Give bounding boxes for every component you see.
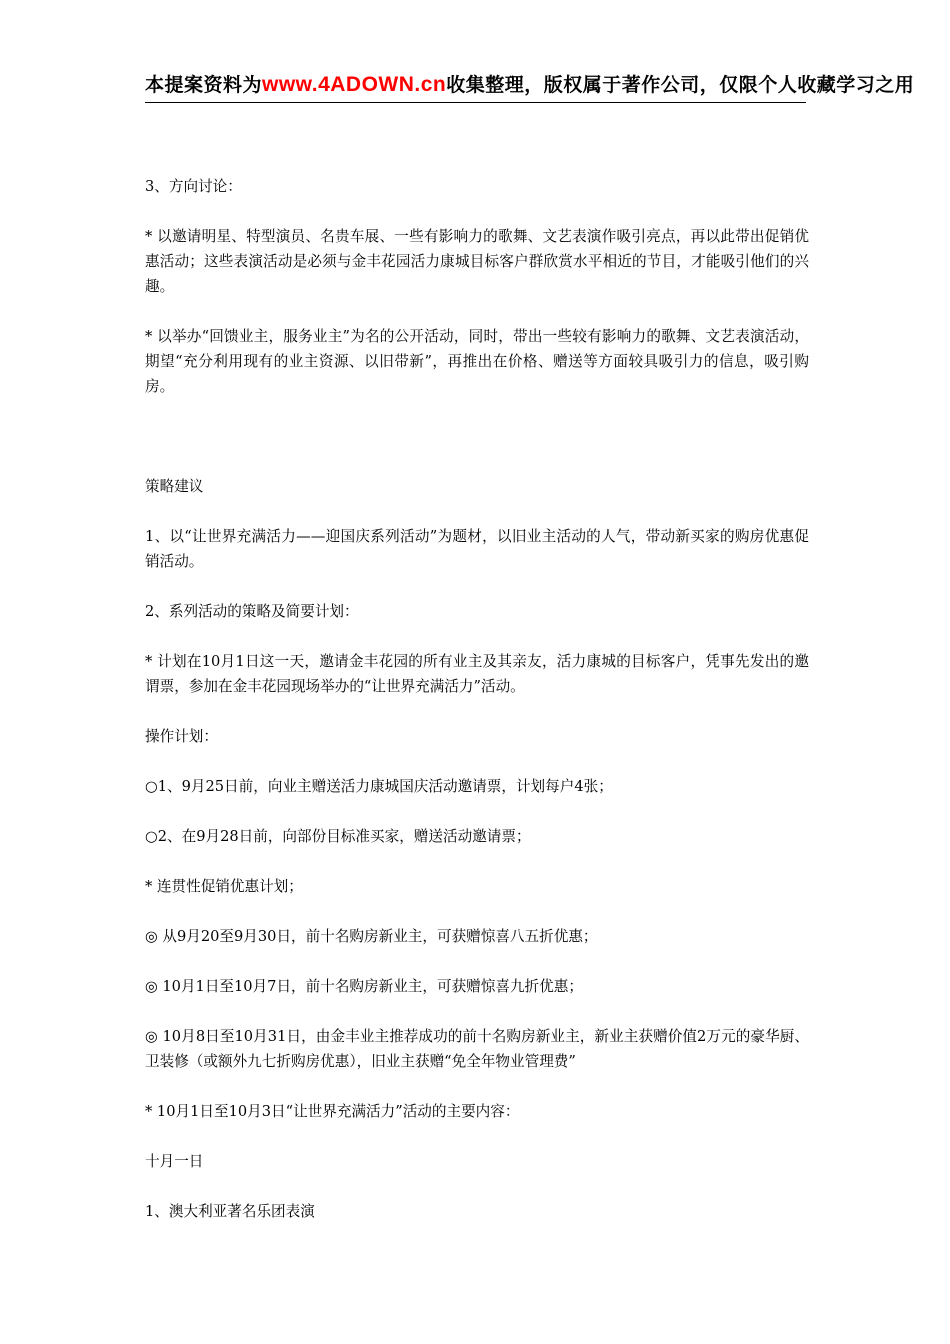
- paragraph-spacer: [145, 1074, 809, 1099]
- paragraph-spacer: [145, 1174, 809, 1199]
- operation-item-2: ○2、在9月28日前，向部份目标准买家，赠送活动邀请票；: [145, 828, 531, 845]
- promotion-item-2: ◎ 10月1日至10月7日，前十名购房新业主，可获赠惊喜九折优惠；: [145, 978, 583, 995]
- document-body: [145, 174, 809, 1224]
- header-divider: [145, 102, 806, 103]
- paragraph-spacer: [145, 574, 809, 599]
- paragraph-direction-2: * 以举办“回馈业主，服务业主”为名的公开活动，同时，带出一些较有影响力的歌舞、文艺表演活动，期望“充分利用现有的业主资源、以旧带新”，再推出在价格、赠送等方面较具吸引力的信息，吸引购房。: [145, 328, 809, 395]
- document-header: [145, 70, 950, 104]
- paragraph-direction-1: * 以邀请明星、特型演员、名贵车展、一些有影响力的歌舞、文艺表演作吸引亮点，再以此带出促销优惠活动；这些表演活动是必须与金丰花园活力康城目标客户群欣赏水平相近的节目，才能吸引他们的兴趣。: [145, 228, 809, 295]
- paragraph-spacer: [145, 699, 809, 724]
- paragraph-spacer: [145, 499, 809, 524]
- paragraph-spacer: [145, 749, 809, 774]
- section-heading-direction: 3、方向讨论：: [145, 178, 242, 195]
- header-prefix: 本提案资料为: [145, 74, 263, 96]
- paragraph-spacer: [145, 999, 809, 1024]
- promotion-item-3: ◎ 10月8日至10月31日，由金丰业主推荐成功的前十名购房新业主，新业主获赠价值2万元的豪华厨、卫装修（或额外九七折购房优惠），旧业主获赠“免全年物业管理费”: [145, 1028, 809, 1070]
- section-heading-strategy: 策略建议: [145, 478, 204, 495]
- promotion-item-1: ◎ 从9月20至9月30日，前十名购房新业主，可获赠惊喜八五折优惠；: [145, 928, 598, 945]
- operation-item-1: ○1、9月25日前，向业主赠送活力康城国庆活动邀请票，计划每户4张；: [145, 778, 613, 795]
- promotion-heading: * 连贯性促销优惠计划；: [145, 878, 303, 895]
- activity-content-heading: * 10月1日至10月3日“让世界充满活力”活动的主要内容：: [145, 1103, 520, 1120]
- paragraph-strategy-2: 2、系列活动的策略及简要计划：: [145, 603, 359, 620]
- program-item-1: 1、澳大利亚著名乐团表演: [145, 1203, 315, 1220]
- paragraph-spacer: [145, 899, 809, 924]
- paragraph-spacer: [145, 949, 809, 974]
- operation-heading: 操作计划：: [145, 728, 218, 745]
- paragraph-spacer: [145, 199, 809, 224]
- paragraph-spacer: [145, 799, 809, 824]
- section-spacer: [145, 399, 809, 474]
- header-suffix: 收集整理，版权属于著作公司，仅限个人收藏学习之用: [446, 74, 915, 96]
- paragraph-spacer: [145, 849, 809, 874]
- paragraph-strategy-1: 1、以“让世界充满活力——迎国庆系列活动”为题材，以旧业主活动的人气，带动新买家的购房优惠促销活动。: [145, 528, 809, 570]
- paragraph-spacer: [145, 1124, 809, 1149]
- header-site-link[interactable]: www.4ADOWN.cn: [262, 73, 447, 96]
- day-heading-oct-1: 十月一日: [145, 1153, 204, 1170]
- paragraph-spacer: [145, 624, 809, 649]
- paragraph-plan: * 计划在10月1日这一天，邀请金丰花园的所有业主及其亲友，活力康城的目标客户，凭事先发出的邀谓票，参加在金丰花园现场举办的“让世界充满活力”活动。: [145, 653, 809, 695]
- paragraph-spacer: [145, 299, 809, 324]
